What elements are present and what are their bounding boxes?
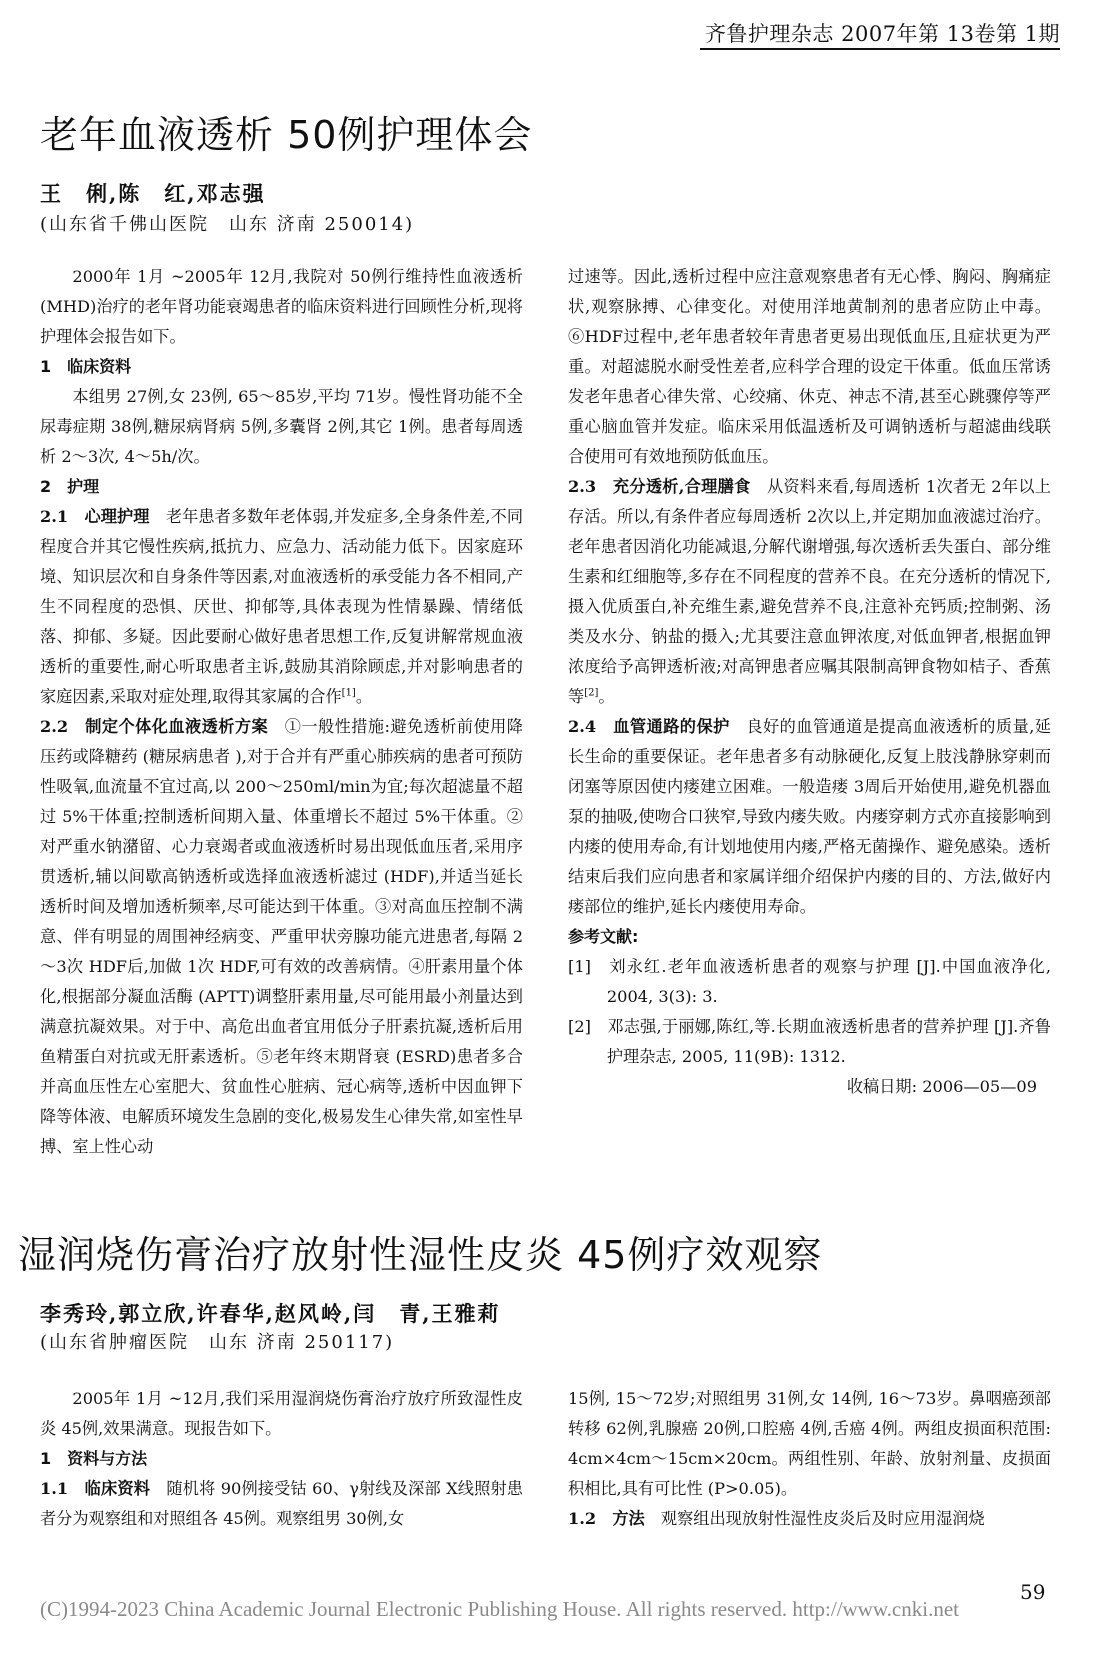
paragraph-text: ①一般性措施:避免透析前使用降压药或降糖药 (糖尿病患者 ),对于合并有严重心肺疾病的患者可预防性吸氧,血流量不宜过高,以 200～250ml/min为宜;每次超滤量不超过 5%干体重;控制透析间期入量、体重增长不超过 5%干体重。②对严重水钠潴留、心力衰竭者或血液透析时易出现低血压者,采用序贯透析,辅以间歇高钠透析或选择血液透析滤过 (HDF),并适当延长透析时间及增加透析频率,尽可能达到干体重。③对高血压控制不满意、伴有明显的周围神经病变、严重甲状旁腺功能亢进患者,每隔 2～3次 HDF后,加做 1次 HDF,可有效的改善病情。④肝素用量个体化,根据部分凝血活酶 (APTT)调整肝素用量,尽可能用最小剂量达到满意抗凝效果。对于中、高危出血者宜用低分子肝素抗凝,透析后用鱼精蛋白对抗或无肝素透析。⑤老年终末期肾衰 (ESRD)患者多合并高血压性左心室肥大、贫血性心脏病、冠心病等,透析中因血钾下降等体液、电解质环境发生急剧的变化,极易发生心律失常,如室性早搏、室上性心动 bbox=[40, 717, 523, 1156]
reference-text: [1] 刘永红.老年血液透析患者的观察与护理 [J].中国血液净化, 2004, 3(3): 3. bbox=[568, 957, 1051, 1006]
section-heading-text: 1 临床资料 bbox=[40, 357, 132, 376]
reference-item bbox=[568, 952, 1051, 1012]
paragraph-tail: 。 bbox=[355, 687, 373, 706]
paragraph bbox=[568, 262, 1051, 472]
subsection-title: 2.2 制定个体化血液透析方案 bbox=[40, 717, 285, 736]
subsection-paragraph bbox=[40, 712, 523, 1162]
section-heading-text: 1 资料与方法 bbox=[40, 1449, 148, 1468]
subsection-paragraph bbox=[40, 502, 523, 712]
article2-title: 湿润烧伤膏治疗放射性湿性皮炎 45例疗效观察 bbox=[18, 1233, 823, 1277]
citation-marker: [2] bbox=[584, 687, 599, 699]
paragraph-text: 2000年 1月 ~2005年 12月,我院对 50例行维持性血液透析 (MHD)治疗的老年肾功能衰竭患者的临床资料进行回顾性分析,现将护理体会报告如下。 bbox=[40, 267, 523, 346]
paragraph-text: 过速等。因此,透析过程中应注意观察患者有无心悸、胸闷、胸痛症状,观察脉搏、心律变化。对使用洋地黄制剂的患者应防止中毒。⑥HDF过程中,老年患者较年青患者更易出现低血压,且症状更为严重。对超滤脱水耐受性差者,应科学合理的设定干体重。低血压常诱发老年患者心律失常、心绞痛、休克、神志不清,甚至心跳骤停等严重心脑血管并发症。临床采用低温透析及可调钠透析与超滤曲线联合使用可有效地预防低血压。 bbox=[568, 267, 1051, 466]
citation-marker: [1] bbox=[341, 687, 356, 699]
paragraph-text: 从资料来看,每周透析 1次者无 2年以上存活。所以,有条件者应每周透析 2次以上,并定期加血液滤过治疗。老年患者因消化功能减退,分解代谢增强,每次透析丢失蛋白、部分维生素和红细胞等,多存在不同程度的营养不良。在充分透析的情况下,摄入优质蛋白,补充维生素,避免营养不良,注意补充钙质;控制粥、汤类及水分、钠盐的摄入;尤其要注意血钾浓度,对低血钾者,根据血钾浓度给予高钾透析液;对高钾患者应嘱其限制高钾食物如桔子、香蕉等 bbox=[568, 477, 1051, 706]
subsection-title: 2.1 心理护理 bbox=[40, 507, 166, 526]
received-date bbox=[568, 1072, 1051, 1102]
subsection-title: 1.2 方法 bbox=[568, 1509, 661, 1528]
paragraph-text: 良好的血管通道是提高血液透析的质量,延长生命的重要保证。老年患者多有动脉硬化,反复上肢浅静脉穿刺而闭塞等原因使内瘘建立困难。一般造瘘 3周后开始使用,避免机器血泵的抽吸,使吻合口狭窄,导致内瘘失败。内瘘穿刺方式亦直接影响到内瘘的使用寿命,有计划地使用内瘘,严格无菌操作、避免感染。透析结束后我们应向患者和家属详细介绍保护内瘘的目的、方法,做好内瘘部位的维护,延长内瘘使用寿命。 bbox=[568, 717, 1051, 916]
article2-authors: 李秀玲,郭立欣,许春华,赵风岭,闫 青,王雅莉 bbox=[40, 1301, 501, 1326]
section-heading bbox=[40, 352, 523, 382]
header-rule bbox=[700, 48, 1060, 50]
subsection-paragraph bbox=[568, 712, 1051, 922]
paragraph-text: 老年患者多数年老体弱,并发症多,全身条件差,不同程度合并其它慢性疾病,抵抗力、应急力、活动能力低下。因家庭环境、知识层次和自身条件等因素,对血液透析的承受能力各不相同,产生不同程度的恐惧、厌世、抑郁等,具体表现为性情暴躁、情绪低落、抑郁、多疑。因此要耐心做好患者思想工作,反复讲解常规血液透析的重要性,耐心听取患者主诉,鼓励其消除顾虑,并对影响患者的家庭因素,采取对症处理,取得其家属的合作 bbox=[40, 507, 524, 706]
section-heading-text: 2 护理 bbox=[40, 477, 100, 496]
references-heading-text: 参考文献: bbox=[568, 927, 639, 946]
article2-left-column bbox=[40, 1384, 523, 1534]
copyright-watermark: (C)1994-2023 China Academic Journal Electronic Publishing House. All rights reserved. http://www.cnki.net bbox=[40, 1597, 959, 1621]
subsection-paragraph bbox=[40, 1474, 523, 1534]
article1-affiliation: (山东省千佛山医院 山东 济南 250014) bbox=[40, 214, 415, 235]
paragraph-text: 本组男 27例,女 23例, 65～85岁,平均 71岁。慢性肾功能不全尿毒症期 38例,糖尿病肾病 5例,多囊肾 2例,其它 1例。患者每周透析 2～3次, 4～5h/次。 bbox=[40, 387, 523, 466]
journal-header: 齐鲁护理杂志 2007年第 13卷第 1期 bbox=[704, 22, 1060, 46]
paragraph bbox=[40, 262, 523, 352]
article1-authors: 王 俐,陈 红,邓志强 bbox=[40, 181, 266, 206]
page-number: 59 bbox=[1020, 1580, 1046, 1604]
references-heading bbox=[568, 922, 1051, 952]
paragraph bbox=[568, 1384, 1051, 1504]
subsection-title: 1.1 临床资料 bbox=[40, 1479, 167, 1498]
paragraph-text: 观察组出现放射性湿性皮炎后及时应用湿润烧 bbox=[660, 1509, 985, 1528]
article1-right-column bbox=[568, 262, 1051, 1102]
subsection-title: 2.4 血管通路的保护 bbox=[568, 717, 747, 736]
paragraph bbox=[40, 382, 523, 472]
subsection-paragraph bbox=[568, 1504, 1051, 1534]
received-date-text: 收稿日期: 2006—05—09 bbox=[846, 1077, 1037, 1096]
paragraph-text: 2005年 1月 ~12月,我们采用湿润烧伤膏治疗放疗所致湿性皮炎 45例,效果满意。现报告如下。 bbox=[40, 1389, 523, 1438]
section-heading bbox=[40, 1444, 523, 1474]
subsection-title: 2.3 充分透析,合理膳食 bbox=[568, 477, 767, 496]
article1-title: 老年血液透析 50例护理体会 bbox=[40, 113, 533, 157]
reference-item bbox=[568, 1012, 1051, 1072]
article2-affiliation: (山东省肿瘤医院 山东 济南 250117) bbox=[40, 1332, 395, 1353]
subsection-paragraph bbox=[568, 472, 1051, 712]
paragraph bbox=[40, 1384, 523, 1444]
section-heading bbox=[40, 472, 523, 502]
paragraph-text: 15例, 15～72岁;对照组男 31例,女 14例, 16～73岁。鼻咽癌颈部转移 62例,乳腺癌 20例,口腔癌 4例,舌癌 4例。两组皮损面积范围: 4cm×4cm～15cm×20cm。两组性别、年龄、放射剂量、皮损面积相比,具有可比性 (P>0.05)。 bbox=[568, 1389, 1051, 1498]
article1-left-column bbox=[40, 262, 523, 1162]
paragraph-text: 随机将 90例接受钴 60、γ射线及深部 X线照射患者分为观察组和对照组各 45例。观察组男 30例,女 bbox=[40, 1479, 523, 1528]
reference-text: [2] 邓志强,于丽娜,陈红,等.长期血液透析患者的营养护理 [J].齐鲁护理杂志, 2005, 11(9B): 1312. bbox=[568, 1017, 1051, 1066]
article2-right-column bbox=[568, 1384, 1051, 1534]
paragraph-tail: 。 bbox=[598, 687, 615, 706]
